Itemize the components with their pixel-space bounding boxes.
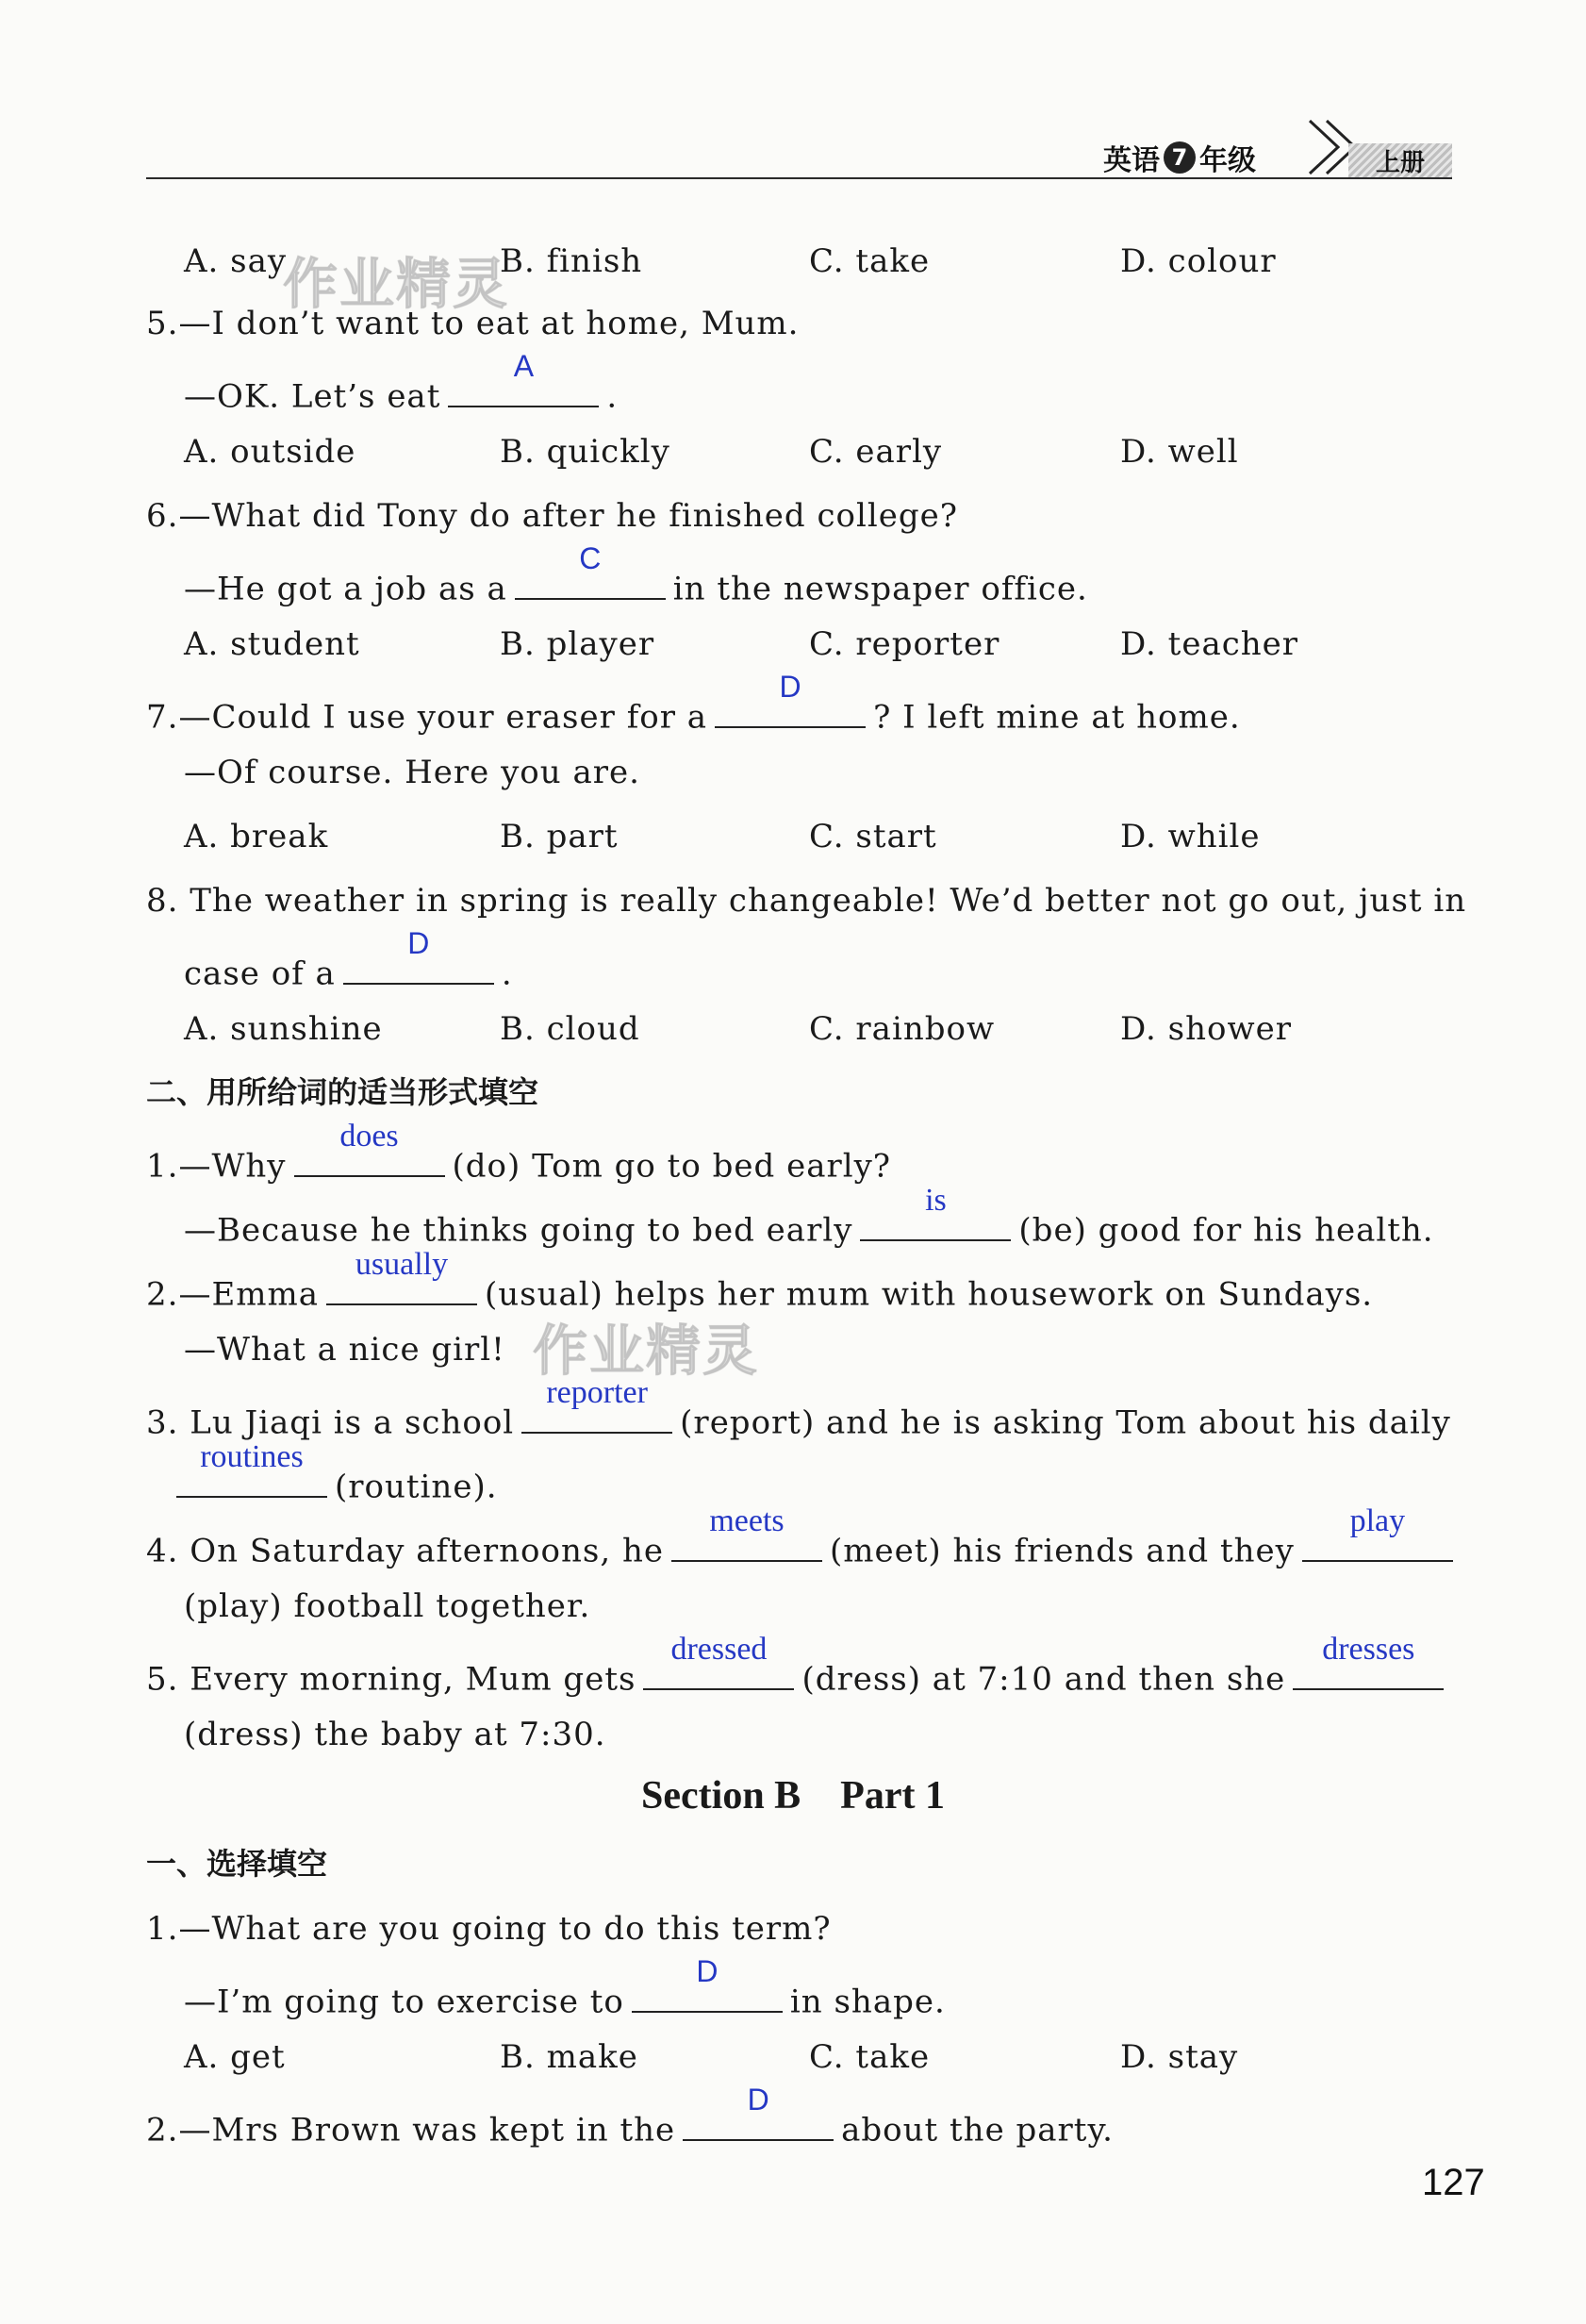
p2-q3-prompt: 3. Lu Jiaqi is a school <box>146 1403 515 1442</box>
grade-badge: 7 <box>1164 141 1196 174</box>
option-d: D. while <box>1120 818 1261 855</box>
q7-blank <box>715 670 866 728</box>
p2-q5-line2: (dress) the baby at 7:30. <box>184 1716 606 1753</box>
p2-q3-blank <box>521 1375 672 1434</box>
sb-q2-blank <box>683 2083 834 2141</box>
q6-end: in the newspaper office. <box>672 570 1088 608</box>
p2-q4-blank <box>671 1503 822 1562</box>
option-c: C. take <box>809 242 931 280</box>
p2-q1-hint: (do) Tom go to bed early? <box>452 1147 892 1186</box>
p2-q3-line2 <box>176 1439 498 1506</box>
q6-line2 <box>184 541 1088 608</box>
option-a: A. get <box>184 2038 286 2076</box>
q8-end: . <box>501 954 513 993</box>
q5-blank <box>448 349 599 407</box>
q8-line2 <box>184 926 513 993</box>
p2-q5-answer: dressed <box>670 1632 768 1667</box>
option-c: C. rainbow <box>809 1010 996 1048</box>
p2-q4-prompt: 4. On Saturday afternoons, he <box>146 1532 664 1570</box>
p2-q2-blank <box>326 1247 477 1305</box>
p2-q4-line2: (play) football together. <box>184 1587 591 1625</box>
q8-prompt: case of a <box>184 954 336 993</box>
p2-q1b-prompt: —Because he thinks going to bed early <box>184 1211 853 1250</box>
p2-q2-prompt: 2.—Emma <box>146 1275 320 1314</box>
q5-line2 <box>184 349 619 416</box>
q5-line1: 5.—I don’t want to eat at home, Mum. <box>146 305 800 342</box>
p2-q1-blank <box>294 1119 445 1177</box>
p2-q5-line1 <box>146 1632 1451 1699</box>
p2-q2-line2: —What a nice girl! <box>184 1331 505 1369</box>
p2-q5b-answer: dresses <box>1322 1632 1415 1667</box>
option-b: B. player <box>500 625 655 663</box>
grade-label: 年级 <box>1199 144 1256 177</box>
option-c: C. early <box>809 433 943 471</box>
option-d: D. shower <box>1120 1010 1292 1048</box>
p2-q4b-answer: play <box>1349 1503 1406 1538</box>
p2-q1b-hint: (be) good for his health. <box>1018 1211 1434 1250</box>
option-a: A. sunshine <box>184 1010 383 1048</box>
sb-q2-end: about the party. <box>841 2111 1114 2150</box>
p2-q5-blank <box>643 1632 794 1690</box>
q7-end: ? I left mine at home. <box>873 698 1241 737</box>
option-a: A. outside <box>184 433 356 471</box>
page-number: 127 <box>1422 2162 1485 2203</box>
option-c: C. take <box>809 2038 931 2076</box>
p2-q3b-hint: (routine). <box>335 1468 498 1506</box>
sb-q2-line1 <box>146 2083 1114 2150</box>
option-c: C. start <box>809 818 937 855</box>
sb-q1-blank <box>632 1954 783 2013</box>
option-b: B. part <box>500 818 619 855</box>
option-b: B. quickly <box>500 433 670 471</box>
option-b: B. finish <box>500 242 643 280</box>
option-d: D. teacher <box>1120 625 1299 663</box>
option-a: A. say <box>184 242 288 280</box>
option-d: D. stay <box>1120 2038 1239 2076</box>
q5-prompt: —OK. Let’s eat <box>184 377 441 416</box>
option-b: B. cloud <box>500 1010 640 1048</box>
p2-q1-line2 <box>184 1183 1434 1250</box>
p2-q4-line1 <box>146 1503 1461 1570</box>
header-title <box>1103 138 1256 177</box>
q8-answer: D <box>407 926 430 960</box>
p2-q1-answer: does <box>339 1119 399 1154</box>
watermark: 作业精灵 <box>533 1319 760 1383</box>
p2-q5-mid: (dress) at 7:10 and then she <box>801 1660 1286 1699</box>
option-b: B. make <box>500 2038 638 2076</box>
p2-q5-prompt: 5. Every morning, Mum gets <box>146 1660 636 1699</box>
q5-answer: A <box>513 349 535 383</box>
p2-q4b-blank <box>1302 1503 1453 1562</box>
p2-q3-line1 <box>146 1375 1451 1442</box>
fill-in-heading: 二、用所给词的适当形式填空 <box>146 1074 539 1110</box>
p2-q3b-blank <box>176 1439 327 1498</box>
option-a: A. break <box>184 818 329 855</box>
p2-q1b-blank <box>860 1183 1011 1241</box>
option-d: D. colour <box>1120 242 1277 280</box>
header-rule <box>146 177 1452 179</box>
q7-line2: —Of course. Here you are. <box>184 754 640 791</box>
q8-line1: 8. The weather in spring is really changeable! We’d better not go out, just in <box>146 882 1467 920</box>
option-a: A. student <box>184 625 360 663</box>
sb-q1-line1: 1.—What are you going to do this term? <box>146 1910 832 1948</box>
sb-q1-end: in shape. <box>789 1983 946 2021</box>
p2-q1b-answer: is <box>925 1183 947 1218</box>
p2-q5b-blank <box>1293 1632 1444 1690</box>
sb-q2-prompt: 2.—Mrs Brown was kept in the <box>146 2111 676 2150</box>
subject-label: 英语 <box>1103 144 1160 177</box>
p2-q4-mid: (meet) his friends and they <box>829 1532 1295 1570</box>
sb-q1-answer: D <box>696 1954 719 1988</box>
volume-label: 上册 <box>1375 148 1425 177</box>
section-title: Section B Part 1 <box>641 1774 945 1818</box>
q6-blank <box>515 541 666 600</box>
multiple-choice-heading: 一、选择填空 <box>146 1846 328 1882</box>
sb-q2-answer: D <box>747 2083 769 2116</box>
sb-q1-line2 <box>184 1954 946 2021</box>
p2-q2-answer: usually <box>355 1247 449 1282</box>
q8-blank <box>343 926 494 985</box>
p2-q2-line1 <box>146 1247 1374 1314</box>
q6-prompt: —He got a job as a <box>184 570 507 608</box>
q5-end: . <box>606 377 619 416</box>
sb-q1-prompt: —I’m going to exercise to <box>184 1983 624 2021</box>
p2-q2-hint: (usual) helps her mum with housework on Sundays. <box>485 1275 1374 1314</box>
q7-answer: D <box>779 670 801 704</box>
volume-badge <box>1348 143 1452 177</box>
p2-q3b-answer: routines <box>200 1439 304 1474</box>
option-c: C. reporter <box>809 625 1000 663</box>
p2-q1-prompt: 1.—Why <box>146 1147 287 1186</box>
option-d: D. well <box>1120 433 1239 471</box>
p2-q3-hint: (report) and he is asking Tom about his daily <box>680 1403 1451 1442</box>
p2-q1-line1 <box>146 1119 892 1186</box>
watermark: 作业精灵 <box>283 252 510 316</box>
q7-prompt: 7.—Could I use your eraser for a <box>146 698 708 737</box>
p2-q3-answer: reporter <box>546 1375 648 1410</box>
q7-line1 <box>146 670 1241 737</box>
p2-q4-answer: meets <box>709 1503 785 1538</box>
q6-answer: C <box>579 541 602 575</box>
q6-line1: 6.—What did Tony do after he finished college? <box>146 497 958 535</box>
